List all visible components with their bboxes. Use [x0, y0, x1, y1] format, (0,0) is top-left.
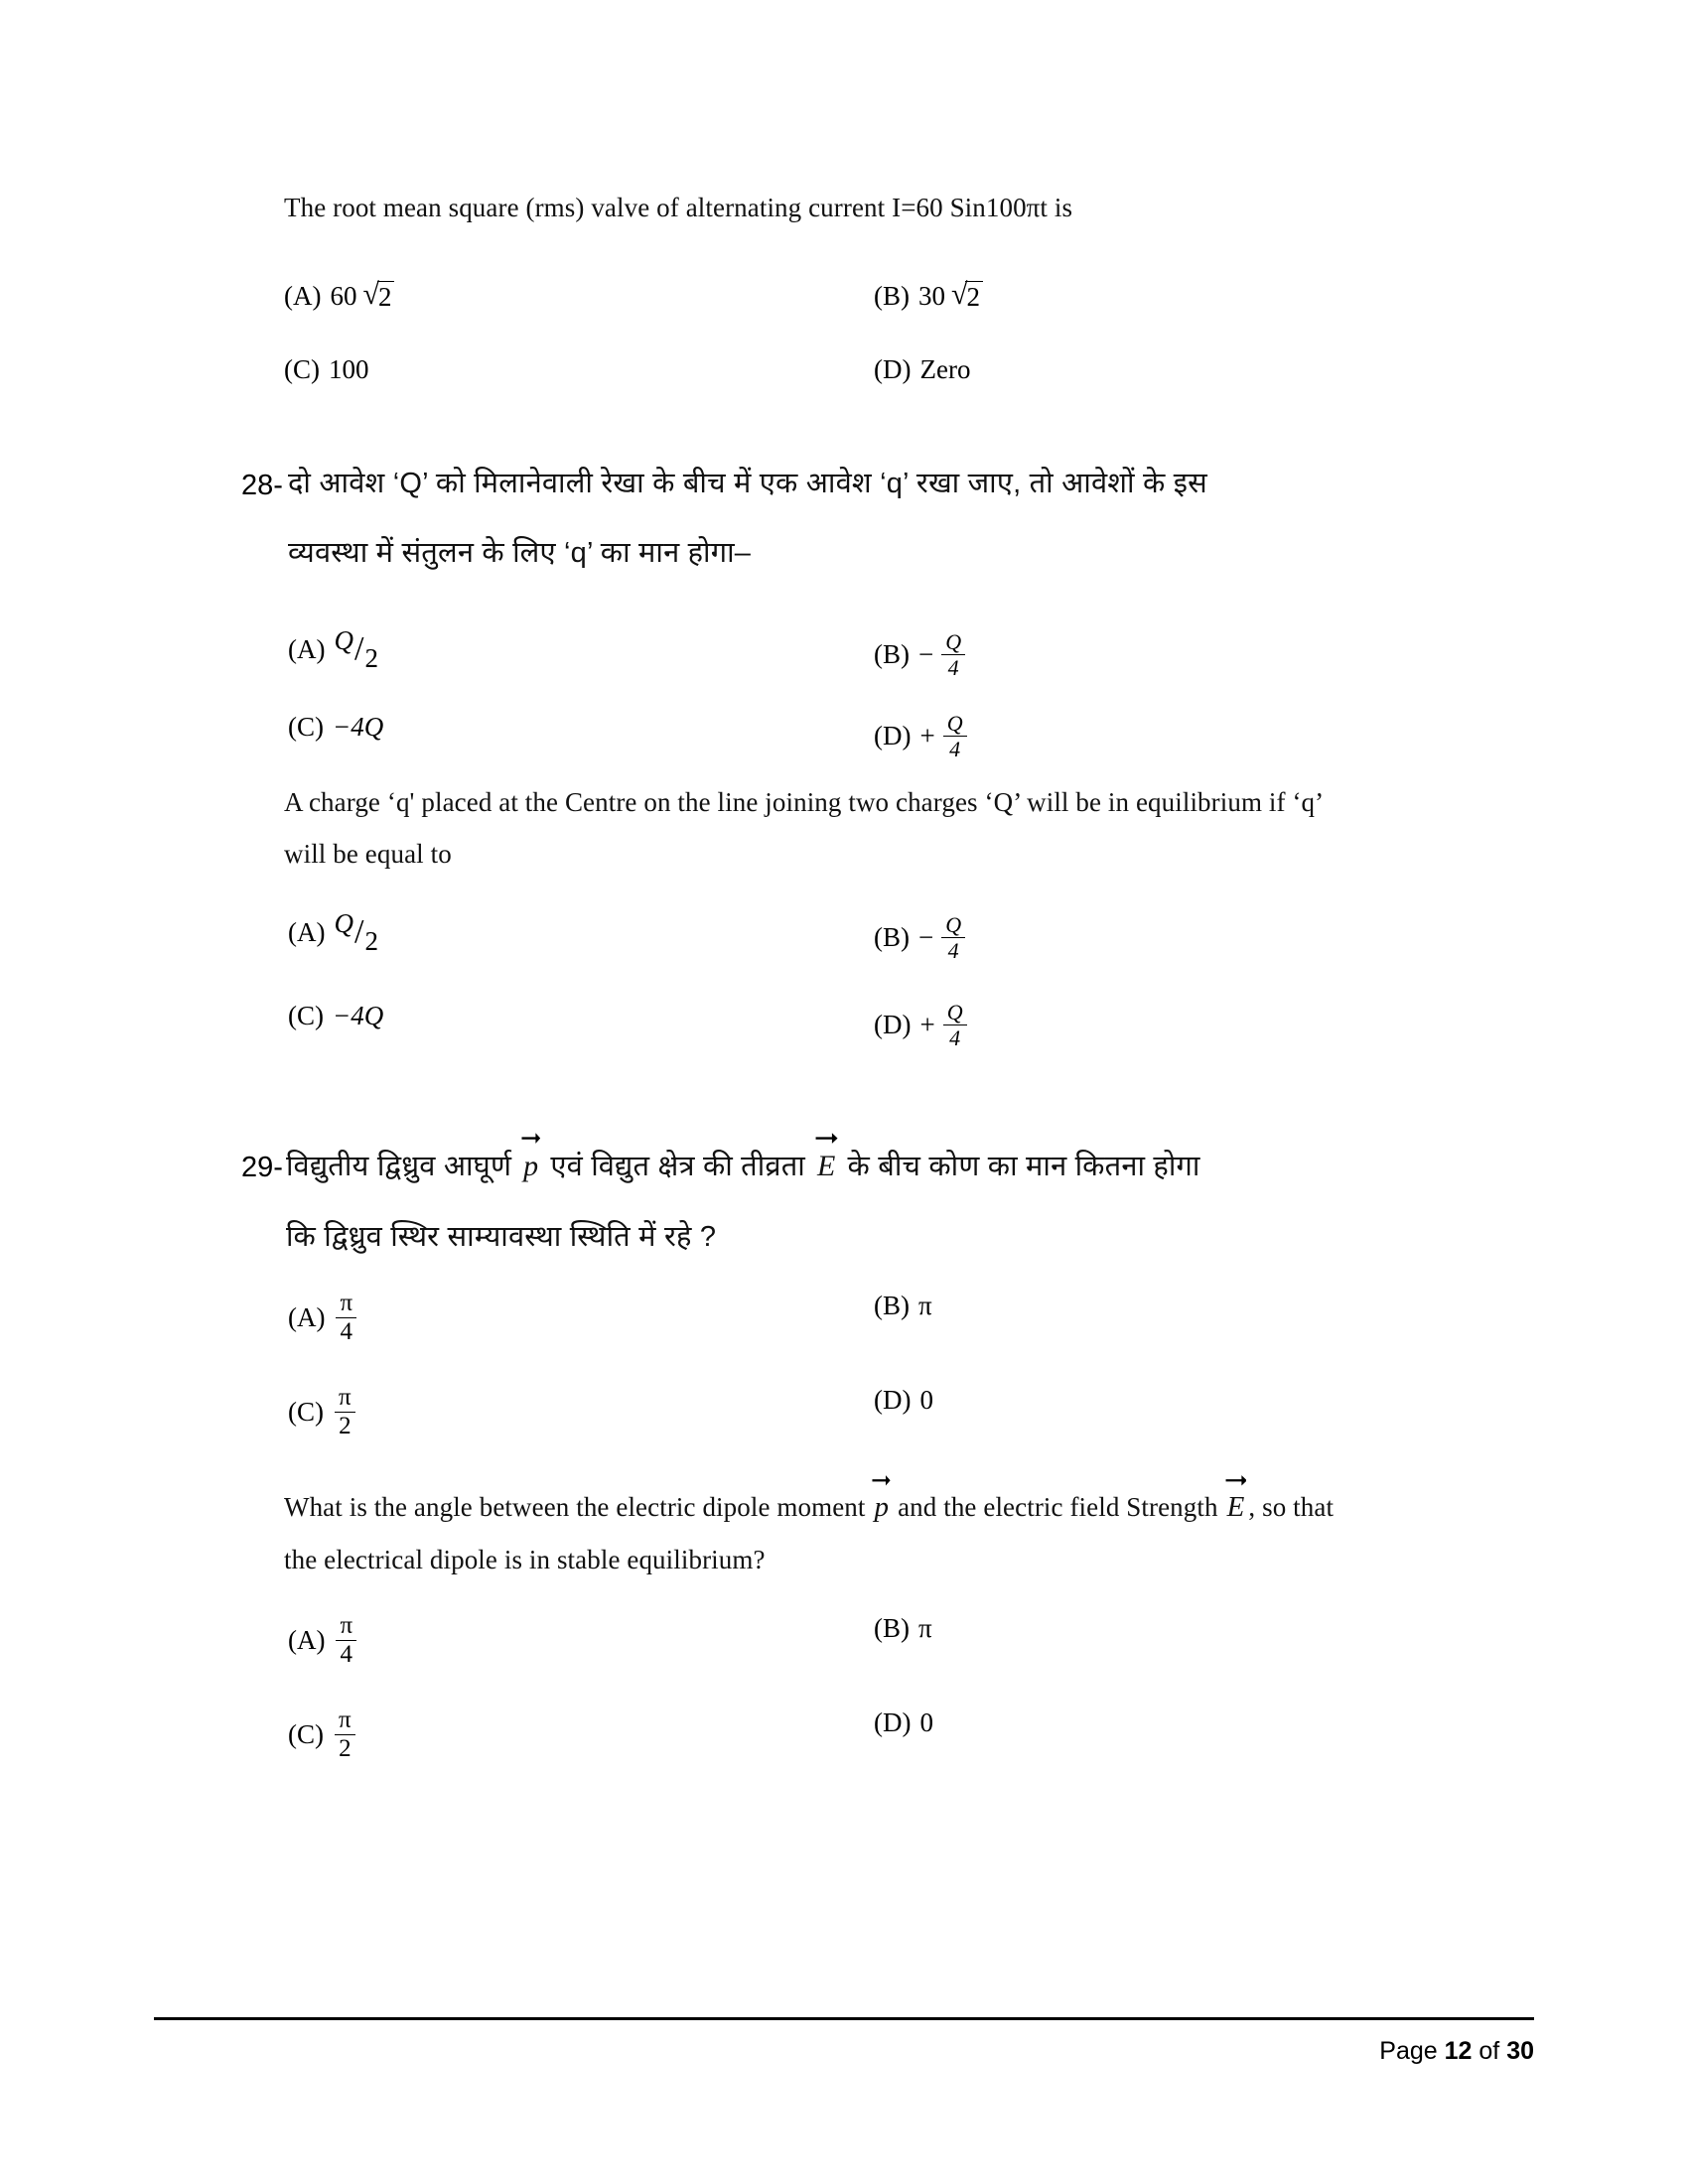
option-value-b: π	[918, 1613, 932, 1643]
q29-hindi-part1: विद्युतीय द्विध्रुव आघूर्ण	[286, 1151, 512, 1182]
fraction	[941, 913, 965, 962]
q29-english-part2: and the electric field Strength	[898, 1492, 1218, 1522]
fraction-numerator: π	[340, 1612, 353, 1639]
question-28-english-line2: will be equal to	[284, 839, 452, 869]
option-tag-a: (A)	[288, 916, 326, 947]
q29-hindi-part2: एवं विद्युत क्षेत्र की तीव्रता	[550, 1151, 805, 1182]
option-value-c: −4Q	[333, 1001, 384, 1030]
option-value-d: Zero	[919, 354, 971, 384]
option-tag-c: (C)	[284, 354, 320, 384]
fraction-numerator: Q	[946, 1000, 963, 1024]
option-value-a	[334, 907, 378, 956]
question-stem-rms: The root mean square (rms) valve of alternating current I=60 Sin100πt is	[284, 193, 1073, 222]
radical-glyph: √	[362, 278, 379, 312]
fraction-numerator: π	[340, 1290, 353, 1316]
option-row-d-q29-english[interactable]	[874, 1707, 933, 1738]
q29-english-part1: What is the angle between the electric dipole moment	[284, 1492, 866, 1522]
option-coefficient: 60	[330, 281, 357, 311]
option-row-b-q29-english[interactable]	[874, 1613, 932, 1644]
option-value-a	[330, 278, 394, 313]
option-tag-b: (B)	[874, 922, 910, 953]
question-28-hindi-line1: दो आवेश ‘Q’ को मिलानेवाली रेखा के बीच में एक आवेश ‘q’ रखा जाए, तो आवेशों के इस	[288, 468, 1207, 499]
fraction	[943, 1001, 967, 1049]
question-29-english-line1	[284, 1493, 1334, 1522]
footer-total-pages: 30	[1506, 2037, 1534, 2065]
option-value-d	[919, 1001, 968, 1049]
fraction-denominator: 4	[941, 937, 965, 962]
fraction-slash: /	[353, 630, 364, 667]
option-row-d-q28-english[interactable]	[874, 1001, 969, 1049]
sqrt-icon	[362, 278, 394, 313]
option-value-a	[334, 624, 378, 673]
question-number-28: 28-	[241, 470, 283, 501]
option-row-c-q29-hindi[interactable]	[288, 1385, 357, 1440]
option-tag-d: (D)	[874, 1010, 912, 1040]
option-tag-a: (A)	[288, 1625, 326, 1656]
radicand: 2	[377, 281, 395, 311]
option-tag-b: (B)	[874, 1613, 910, 1643]
option-value-d: 0	[919, 1707, 933, 1737]
radical-glyph: √	[951, 278, 968, 312]
footer-prefix: Page	[1379, 2037, 1445, 2065]
option-value-b	[918, 278, 983, 313]
fraction-denominator: 2	[364, 925, 378, 956]
option-value-b	[918, 630, 967, 679]
fraction-numerator: Q	[946, 711, 963, 736]
option-tag-c: (C)	[288, 1719, 324, 1750]
option-row-a-q28-english[interactable]	[288, 907, 378, 956]
vector-e-icon: E	[1225, 1493, 1247, 1522]
option-row-a-q29-hindi[interactable]	[288, 1291, 358, 1346]
option-row-a-q28-hindi[interactable]	[288, 624, 378, 673]
question-29-hindi-line1	[286, 1152, 1200, 1181]
option-value-b	[918, 913, 967, 962]
option-value-a	[336, 1613, 356, 1669]
option-row-a-q29-english[interactable]	[288, 1613, 358, 1669]
option-row-d-rms[interactable]	[874, 354, 970, 385]
question-29-english-line2: the electrical dipole is in stable equilibrium?	[284, 1545, 766, 1574]
fraction-numerator: Q	[945, 629, 962, 654]
option-tag-c: (C)	[288, 712, 324, 742]
fraction-numerator: π	[339, 1706, 352, 1733]
option-value-c	[335, 1707, 355, 1763]
fraction-denominator: 4	[941, 654, 965, 679]
fraction-denominator: 2	[335, 1412, 355, 1439]
footer-divider	[154, 2017, 1534, 2020]
option-row-b-rms[interactable]	[874, 278, 983, 313]
fraction-slash: /	[353, 913, 364, 950]
vector-arrow-icon	[872, 1472, 891, 1487]
vector-arrow-icon	[1225, 1472, 1247, 1487]
fraction-numerator: Q	[334, 907, 353, 938]
option-value-d: 0	[919, 1385, 933, 1415]
option-tag-b: (B)	[874, 1291, 910, 1320]
option-row-d-q28-hindi[interactable]	[874, 712, 969, 760]
option-value-a	[336, 1291, 356, 1346]
sqrt-icon	[951, 278, 983, 313]
footer-current-page: 12	[1444, 2037, 1473, 2065]
fraction-sign: +	[919, 1010, 935, 1040]
question-number-29: 29-	[241, 1152, 283, 1183]
fraction	[941, 630, 965, 679]
option-row-c-q29-english[interactable]	[288, 1707, 357, 1763]
option-value-d	[919, 712, 968, 760]
fraction-denominator: 2	[364, 642, 378, 673]
question-29-hindi-line2: कि द्विध्रुव स्थिर साम्यावस्था स्थिति में रहे ?	[286, 1221, 717, 1253]
q29-hindi-part3: के बीच कोण का मान कितना होगा	[847, 1151, 1200, 1182]
option-row-c-q28-english[interactable]	[288, 1001, 383, 1031]
fraction-sign: −	[918, 922, 934, 953]
vector-p-icon: p	[521, 1152, 540, 1181]
fraction-sign: +	[919, 721, 935, 751]
option-tag-a: (A)	[284, 281, 322, 311]
vector-p-icon: p	[872, 1493, 891, 1522]
fraction-sign: −	[918, 639, 934, 670]
option-row-b-q29-hindi[interactable]	[874, 1291, 932, 1321]
vector-arrow-icon	[815, 1130, 838, 1145]
q29-english-part3: , so that	[1248, 1492, 1335, 1522]
option-value-c: 100	[329, 354, 369, 384]
vector-arrow-icon	[521, 1130, 540, 1145]
option-tag-a: (A)	[288, 1302, 326, 1333]
option-tag-d: (D)	[874, 1707, 912, 1737]
fraction-numerator: π	[339, 1384, 352, 1411]
option-coefficient: 30	[918, 281, 945, 311]
option-tag-d: (D)	[874, 354, 912, 384]
fraction-denominator: 4	[943, 1024, 967, 1049]
vector-e-icon: E	[815, 1152, 838, 1181]
option-tag-c: (C)	[288, 1001, 324, 1030]
radicand: 2	[965, 281, 983, 311]
option-tag-b: (B)	[874, 639, 910, 670]
option-row-c-q28-hindi[interactable]	[288, 712, 383, 743]
fraction-denominator: 2	[335, 1734, 355, 1762]
option-tag-c: (C)	[288, 1397, 324, 1428]
option-tag-b: (B)	[874, 281, 910, 311]
option-row-d-q29-hindi[interactable]	[874, 1385, 933, 1416]
option-tag-d: (D)	[874, 721, 912, 751]
question-28-english-line1: A charge ‘q' placed at the Centre on the line joining two charges ‘Q’ will be in equilibrium if ‘q’	[284, 787, 1325, 817]
fraction-denominator: 4	[943, 736, 967, 760]
option-tag-d: (D)	[874, 1385, 912, 1415]
option-row-b-q28-english[interactable]	[874, 913, 967, 962]
option-value-c: −4Q	[333, 712, 384, 742]
option-tag-a: (A)	[288, 633, 326, 664]
fraction-denominator: 4	[336, 1640, 356, 1668]
option-row-a-rms[interactable]	[284, 278, 394, 313]
option-row-c-rms[interactable]	[284, 354, 369, 385]
page-number-footer	[1379, 2037, 1534, 2066]
option-value-b: π	[918, 1291, 932, 1320]
fraction-numerator: Q	[945, 912, 962, 937]
option-row-b-q28-hindi[interactable]	[874, 630, 967, 679]
fraction-denominator: 4	[336, 1317, 356, 1345]
option-value-c	[335, 1385, 355, 1440]
fraction	[943, 712, 967, 760]
question-28-hindi-line2: व्यवस्था में संतुलन के लिए ‘q’ का मान होगा–	[288, 537, 752, 569]
footer-middle: of	[1472, 2037, 1507, 2065]
fraction-numerator: Q	[334, 624, 353, 655]
